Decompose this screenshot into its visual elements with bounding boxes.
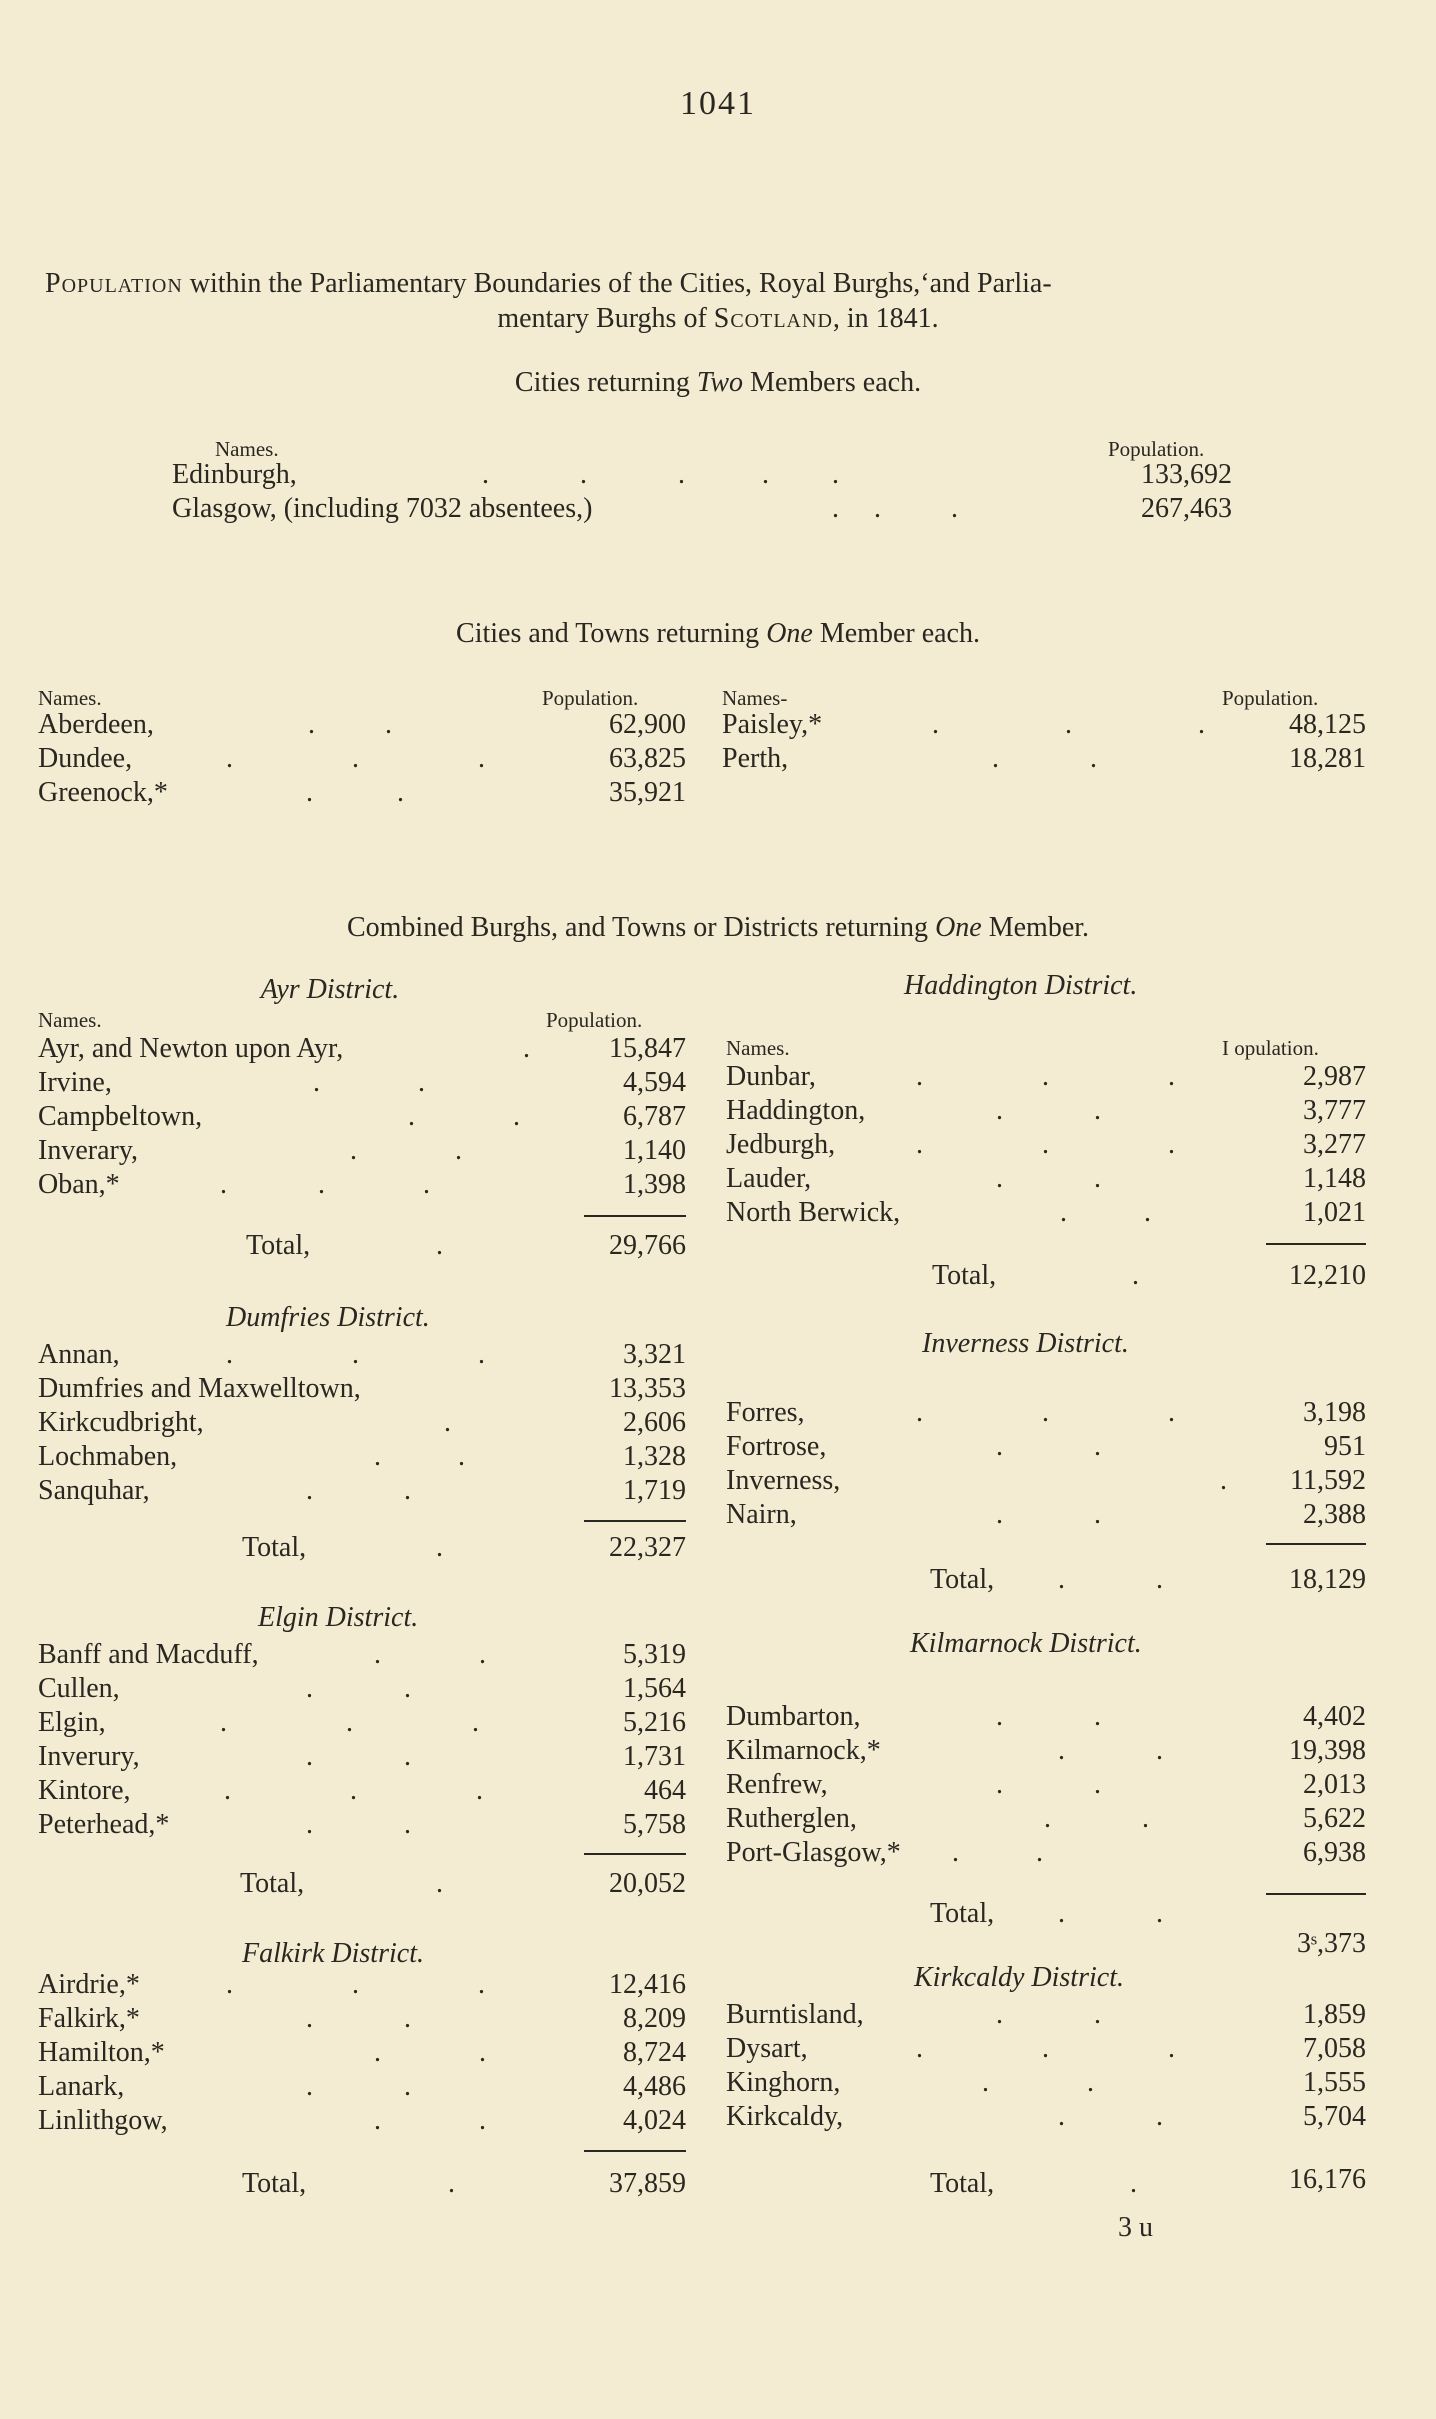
title-lead: Population [45,268,183,299]
row-name: Paisley,* [722,709,823,740]
row-value: 62,900 [609,709,686,740]
title-rest: within the Parliamentary Boundaries of the Cities, Royal Burghs,ʻand Parlia- [182,268,1052,299]
row-name: Kilmarnock,* [726,1735,881,1766]
total-value: 12,210 [1289,1260,1366,1291]
row-value: 5,622 [1303,1803,1366,1834]
row-value: 1,731 [623,1741,686,1772]
row-value: 48,125 [1289,709,1366,740]
district-title-falkirk: Falkirk District. [242,1938,424,1969]
row-value: 3,777 [1303,1095,1366,1126]
row-value: 4,486 [623,2071,686,2102]
one-heading-c: Member each. [812,618,980,649]
row-value: 8,724 [623,2037,686,2068]
district-row: Lanark, . . 4,486 [38,2071,686,2102]
district-title-dumfries: Dumfries District. [226,1302,430,1333]
row-value: 1,140 [623,1135,686,1166]
district-row: Campbeltown, . . 6,787 [38,1101,686,1132]
total-label: Total, [242,1532,307,1563]
two-members-heading [0,367,1436,399]
row-value: 18,281 [1289,743,1366,774]
district-row: Banff and Macduff, . . 5,319 [38,1639,686,1670]
title-country: Scotland [713,303,833,334]
row-name: North Berwick, [726,1197,901,1228]
one-right-col-names: Names- [722,686,788,710]
row-value: 2,388 [1303,1499,1366,1530]
row-name: Rutherglen, [726,1803,857,1834]
row-name: Haddington, [726,1095,866,1126]
district-row: Ayr, and Newton upon Ayr, . 15,847 [38,1033,686,1064]
one-left-row: Greenock,* . . 35,921 [38,777,686,808]
district-row: Port-Glasgow,* . . 6,938 [726,1837,1366,1868]
row-value: 6,938 [1303,1837,1366,1868]
two-col-names: Names. [215,437,279,461]
row-name: Perth, [722,743,789,774]
district-title-kilmarnock: Kilmarnock District. [910,1628,1142,1659]
district-row: Burntisland, . . 1,859 [726,1999,1366,2030]
two-col-pop: Population. [1108,437,1205,461]
district-row: Kilmarnock,* . . 19,398 [726,1735,1366,1766]
row-name: Oban,* [38,1169,120,1200]
row-value: 1,148 [1303,1163,1366,1194]
district-row: Sanquhar, . . 1,719 [38,1475,686,1506]
district-row: Kintore, . . . 464 [38,1775,686,1806]
page-title [45,268,1052,300]
district-row: Dumbarton, . . 4,402 [726,1701,1366,1732]
district-row: Falkirk,* . . 8,209 [38,2003,686,2034]
row-name: Kirkcudbright, [38,1407,204,1438]
total-value: 20,052 [609,1868,686,1899]
row-value: 1,859 [1303,1999,1366,2030]
total-rule [584,1215,686,1217]
district-title-ayr: Ayr District. [260,974,400,1005]
two-heading-a: Cities returning [514,367,697,398]
row-value: 267,463 [1141,493,1232,524]
row-value: 1,398 [623,1169,686,1200]
district-row: Lochmaben, . . 1,328 [38,1441,686,1472]
row-value: 1,719 [623,1475,686,1506]
row-value: 1,021 [1303,1197,1366,1228]
district-row: Inverary, . . 1,140 [38,1135,686,1166]
row-name: Dundee, [38,743,133,774]
row-value: 12,416 [609,1969,686,2000]
row-value: 4,024 [623,2105,686,2136]
two-row-glasgow: Glasgow, (including 7032 absentees,) . . . 267,463 [172,493,1232,524]
row-name: Glasgow, (including 7032 absentees,) [172,493,593,524]
total-label: Total, [930,1898,995,1929]
one-left-row: Aberdeen, . . 62,900 [38,709,686,740]
one-right-col-pop: Population. [1222,686,1319,710]
total-rule [1266,1893,1366,1895]
page-number: 1041 [680,85,756,122]
row-name: Campbeltown, [38,1101,203,1132]
row-value: 5,704 [1303,2101,1366,2132]
district-row: Inverness, . 11,592 [726,1465,1366,1496]
one-left-col-names: Names. [38,686,102,710]
district-row: Irvine, . . 4,594 [38,1067,686,1098]
one-member-heading [0,618,1436,650]
district-row: Peterhead,* . . 5,758 [38,1809,686,1840]
row-name: Kinghorn, [726,2067,841,2098]
row-name: Inverary, [38,1135,139,1166]
combined-heading [0,912,1436,944]
one-left-col-pop: Population. [542,686,639,710]
total-label: Total, [930,1564,995,1595]
district-row: Annan, . . . 3,321 [38,1339,686,1370]
row-name: Lanark, [38,2071,125,2102]
row-value: 7,058 [1303,2033,1366,2064]
row-value: 2,987 [1303,1061,1366,1092]
signature-mark: 3 u [1118,2212,1153,2243]
row-value: 464 [644,1775,686,1806]
district-row [38,1372,686,1406]
title-line2-a: mentary Burghs of [497,303,714,334]
row-name: Linlithgow, [38,2105,168,2136]
total-label: Total, [930,2168,995,2199]
total-value: 3ˢ,373 [1297,1928,1366,1959]
row-value: 1,328 [623,1441,686,1472]
district-title-kirkcaldy: Kirkcaldy District. [914,1962,1124,1993]
row-value: 15,847 [609,1033,686,1064]
one-left-row: Dundee, . . . 63,825 [38,743,686,774]
total-rule [584,1520,686,1522]
row-name: Edinburgh, [172,459,297,490]
total-rule [584,1853,686,1855]
row-name: Lochmaben, [38,1441,178,1472]
total-label: Total, [240,1868,305,1899]
row-name: Banff and Macduff, [38,1639,259,1670]
total-rule [1266,1243,1366,1245]
row-name: Annan, [38,1339,120,1370]
total-label: Total, [246,1230,311,1261]
district-row: Renfrew, . . 2,013 [726,1769,1366,1800]
district-row: Inverury, . . 1,731 [38,1741,686,1772]
row-name: Dumbarton, [726,1701,861,1732]
combined-right-col-pop: I opulation. [1222,1036,1319,1060]
row-name: Sanquhar, [38,1475,150,1506]
total-value: 22,327 [609,1532,686,1563]
total-value: 18,129 [1289,1564,1366,1595]
row-value: 3,277 [1303,1129,1366,1160]
combined-left-col-pop: Population. [546,1008,643,1032]
district-row: Hamilton,* . . 8,724 [38,2037,686,2068]
row-name: Dumfries and Maxwelltown, [38,1373,361,1404]
row-name: Greenock,* [38,777,168,808]
row-name: Cullen, [38,1673,120,1704]
two-heading-b: Two [696,367,744,398]
row-name: Dysart, [726,2033,808,2064]
combined-heading-b: One [935,912,982,943]
row-value: 5,319 [623,1639,686,1670]
row-name: Jedburgh, [726,1129,836,1160]
total-value: 37,859 [609,2168,686,2199]
row-name: Inverness, [726,1465,841,1496]
row-value: 5,758 [623,1809,686,1840]
row-name: Kirkcaldy, [726,2101,844,2132]
row-value: 5,216 [623,1707,686,1738]
total-label: Total, [932,1260,997,1291]
row-name: Elgin, [38,1707,106,1738]
total-rule [584,2150,686,2152]
row-value: 951 [1324,1431,1366,1462]
district-title-inverness: Inverness District. [922,1328,1129,1359]
row-name: Inverury, [38,1741,140,1772]
row-name: Falkirk,* [38,2003,140,2034]
row-value: 3,198 [1303,1397,1366,1428]
total-value: 16,176 [1289,2164,1366,2195]
row-value: 11,592 [1290,1465,1366,1496]
district-row: Airdrie,* . . . 12,416 [38,1969,686,2000]
total-value: 29,766 [609,1230,686,1261]
district-row: Dunbar, . . . 2,987 [726,1061,1366,1092]
row-value: 1,564 [623,1673,686,1704]
row-name: Renfrew, [726,1769,828,1800]
district-row: Lauder, . . 1,148 [726,1163,1366,1194]
total-rule [1266,1543,1366,1545]
row-value: 13,353 [609,1373,686,1404]
row-value: 3,321 [623,1339,686,1370]
row-name: Port-Glasgow,* [726,1837,901,1868]
district-row: Cullen, . . 1,564 [38,1673,686,1704]
row-value: 1,555 [1303,2067,1366,2098]
row-value: 8,209 [623,2003,686,2034]
row-value: 2,013 [1303,1769,1366,1800]
row-name: Dunbar, [726,1061,816,1092]
one-right-row: Perth, . . 18,281 [722,743,1366,774]
row-name: Airdrie,* [38,1969,140,2000]
combined-left-col-names: Names. [38,1008,102,1032]
one-heading-a: Cities and Towns returning [456,618,767,649]
district-row: Kinghorn, . . 1,555 [726,2067,1366,2098]
row-value: 19,398 [1289,1735,1366,1766]
district-row: Dysart, . . . 7,058 [726,2033,1366,2064]
district-row: Forres, . . . 3,198 [726,1397,1366,1428]
row-value: 63,825 [609,743,686,774]
row-name: Ayr, and Newton upon Ayr, [38,1033,344,1064]
title-line2-b: , in 1841. [832,303,939,334]
total-label: Total, [242,2168,307,2199]
district-title-haddington: Haddington District. [904,970,1138,1001]
row-name: Hamilton,* [38,2037,165,2068]
row-value: 2,606 [623,1407,686,1438]
district-row: Elgin, . . . 5,216 [38,1707,686,1738]
district-row: Nairn, . . 2,388 [726,1499,1366,1530]
one-right-row: Paisley,* . . . 48,125 [722,709,1366,740]
row-name: Aberdeen, [38,709,154,740]
district-row: Rutherglen, . . 5,622 [726,1803,1366,1834]
two-heading-c: Members each. [743,367,922,398]
district-row: Kirkcaldy, . . 5,704 [726,2101,1366,2132]
district-row: Jedburgh, . . . 3,277 [726,1129,1366,1160]
combined-heading-a: Combined Burghs, and Towns or Districts returning [346,912,936,943]
row-value: 133,692 [1141,459,1232,490]
row-name: Burntisland, [726,1999,864,2030]
row-name: Fortrose, [726,1431,827,1462]
two-row-edinburgh: Edinburgh, . . . . . 133,692 [172,459,1232,490]
district-row: Oban,* . . . 1,398 [38,1169,686,1200]
district-title-elgin: Elgin District. [258,1602,419,1633]
page-title-line2 [0,303,1436,335]
district-row: Fortrose, . . 951 [726,1431,1366,1462]
row-name: Peterhead,* [38,1809,170,1840]
district-row: Kirkcudbright, . 2,606 [38,1407,686,1438]
combined-right-col-names: Names. [726,1036,790,1060]
one-heading-b: One [766,618,813,649]
row-value: 35,921 [609,777,686,808]
row-value: 4,594 [623,1067,686,1098]
row-name: Irvine, [38,1067,112,1098]
row-value: 4,402 [1303,1701,1366,1732]
row-name: Nairn, [726,1499,797,1530]
row-value: 6,787 [623,1101,686,1132]
district-row: Linlithgow, . . 4,024 [38,2105,686,2136]
district-row: North Berwick, . . 1,021 [726,1197,1366,1228]
row-name: Lauder, [726,1163,812,1194]
district-row: Haddington, . . 3,777 [726,1095,1366,1126]
row-name: Forres, [726,1397,805,1428]
combined-heading-c: Member. [981,912,1090,943]
row-name: Kintore, [38,1775,131,1806]
